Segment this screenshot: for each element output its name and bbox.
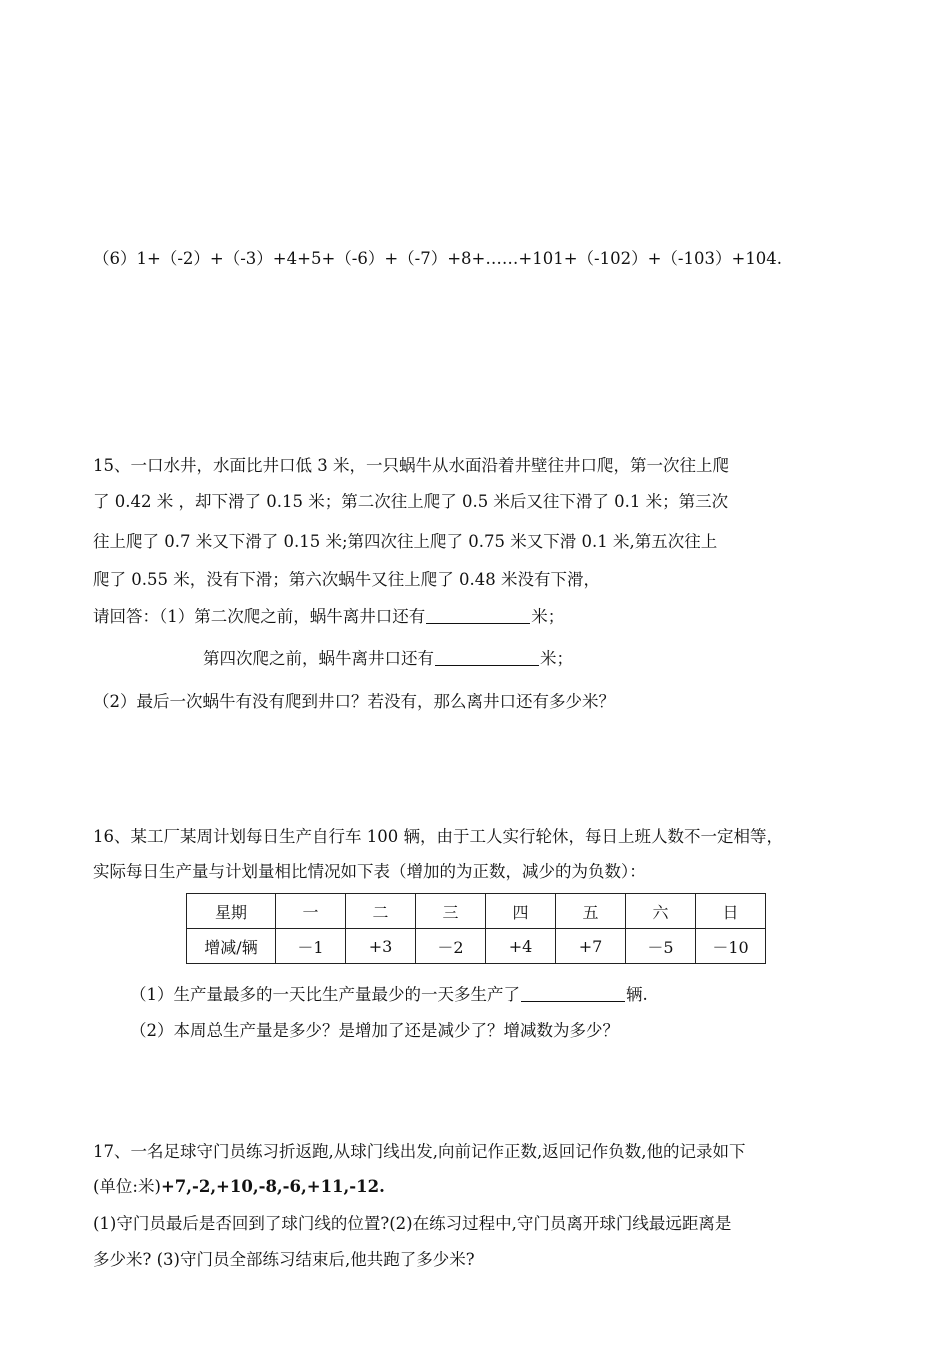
table-header-weekday: 星期 <box>187 894 276 929</box>
table-row-values <box>187 929 766 964</box>
q17-line-3: (1)守门员最后是否回到了球门线的位置?(2)在练习过程中,守门员离开球门线最远距离是 <box>93 1214 732 1233</box>
q15-ask-1 <box>93 605 564 629</box>
production-table <box>186 893 766 964</box>
table-cell-day: 三 <box>416 894 486 929</box>
table-cell-value: +7 <box>556 929 626 964</box>
q15-line-1: 15、一口水井，水面比井口低 3 米，一只蜗牛从水面沿着井壁往井口爬，第一次往上爬 <box>93 456 729 475</box>
q15-ask-2-suffix: 米； <box>540 649 573 668</box>
q15-ask-2-prefix: 第四次爬之前，蜗牛离井口还有 <box>203 649 434 668</box>
q15-ask-1-suffix: 米； <box>531 607 565 626</box>
q16-part-1-suffix: 辆. <box>626 985 648 1004</box>
table-cell-day: 六 <box>626 894 696 929</box>
q17-line-1: 17、一名足球守门员练习折返跑,从球门线出发,向前记作正数,返回记作负数,他的记录如下 <box>93 1142 746 1161</box>
q15-part-2: （2）最后一次蜗牛有没有爬到井口？若没有，那么离井口还有多少米？ <box>93 692 615 711</box>
answer-blank[interactable] <box>435 648 539 666</box>
table-cell-value: －5 <box>626 929 696 964</box>
table-cell-day: 五 <box>556 894 626 929</box>
question-14-6: （6）1+（-2）+（-3）+4+5+（-6）+（-7）+8+……+101+（-102）+（-103）+104. <box>93 249 783 268</box>
q15-line-4: 爬了 0.55 米，没有下滑；第六次蜗牛又往上爬了 0.48 米没有下滑， <box>93 570 600 589</box>
q16-part-1-prefix: （1）生产量最多的一天比生产量最少的一天多生产了 <box>130 985 520 1004</box>
table-cell-value: －10 <box>696 929 766 964</box>
q17-unit-label: (单位:米) <box>93 1177 161 1196</box>
q16-line-2: 实际每日生产量与计划量相比情况如下表（增加的为正数，减少的为负数）： <box>93 862 646 881</box>
table-header-change: 增减/辆 <box>187 929 276 964</box>
q17-line-2 <box>93 1175 385 1199</box>
table-cell-day: 日 <box>696 894 766 929</box>
table-cell-value: +4 <box>486 929 556 964</box>
table-cell-day: 一 <box>276 894 346 929</box>
table-cell-day: 四 <box>486 894 556 929</box>
q16-part-2: （2）本周总生产量是多少？是增加了还是减少了？增减数为多少？ <box>130 1021 619 1040</box>
table-row-days <box>187 894 766 929</box>
q17-record-data: +7,-2,+10,-8,-6,+11,-12. <box>160 1177 385 1196</box>
answer-blank[interactable] <box>426 606 530 624</box>
q16-part-1 <box>130 983 648 1007</box>
table-cell-value: －2 <box>416 929 486 964</box>
q15-ask-2 <box>203 647 573 671</box>
q16-line-1: 16、某工厂某周计划每日生产自行车 100 辆，由于工人实行轮休，每日上班人数不一定相等， <box>93 827 783 846</box>
q17-line-4: 多少米? (3)守门员全部练习结束后,他共跑了多少米? <box>93 1250 475 1269</box>
q15-ask-1-prefix: 请回答：（1）第二次爬之前，蜗牛离井口还有 <box>93 607 426 626</box>
table-cell-day: 二 <box>346 894 416 929</box>
q15-line-3: 往上爬了 0.7 米又下滑了 0.15 米;第四次往上爬了 0.75 米又下滑 0.1 米,第五次往上 <box>93 532 718 551</box>
q15-line-2: 了 0.42 米 ，却下滑了 0.15 米；第二次往上爬了 0.5 米后又往下滑了 0.1 米；第三次 <box>93 492 729 511</box>
table-cell-value: +3 <box>346 929 416 964</box>
table-cell-value: －1 <box>276 929 346 964</box>
answer-blank[interactable] <box>521 984 625 1002</box>
